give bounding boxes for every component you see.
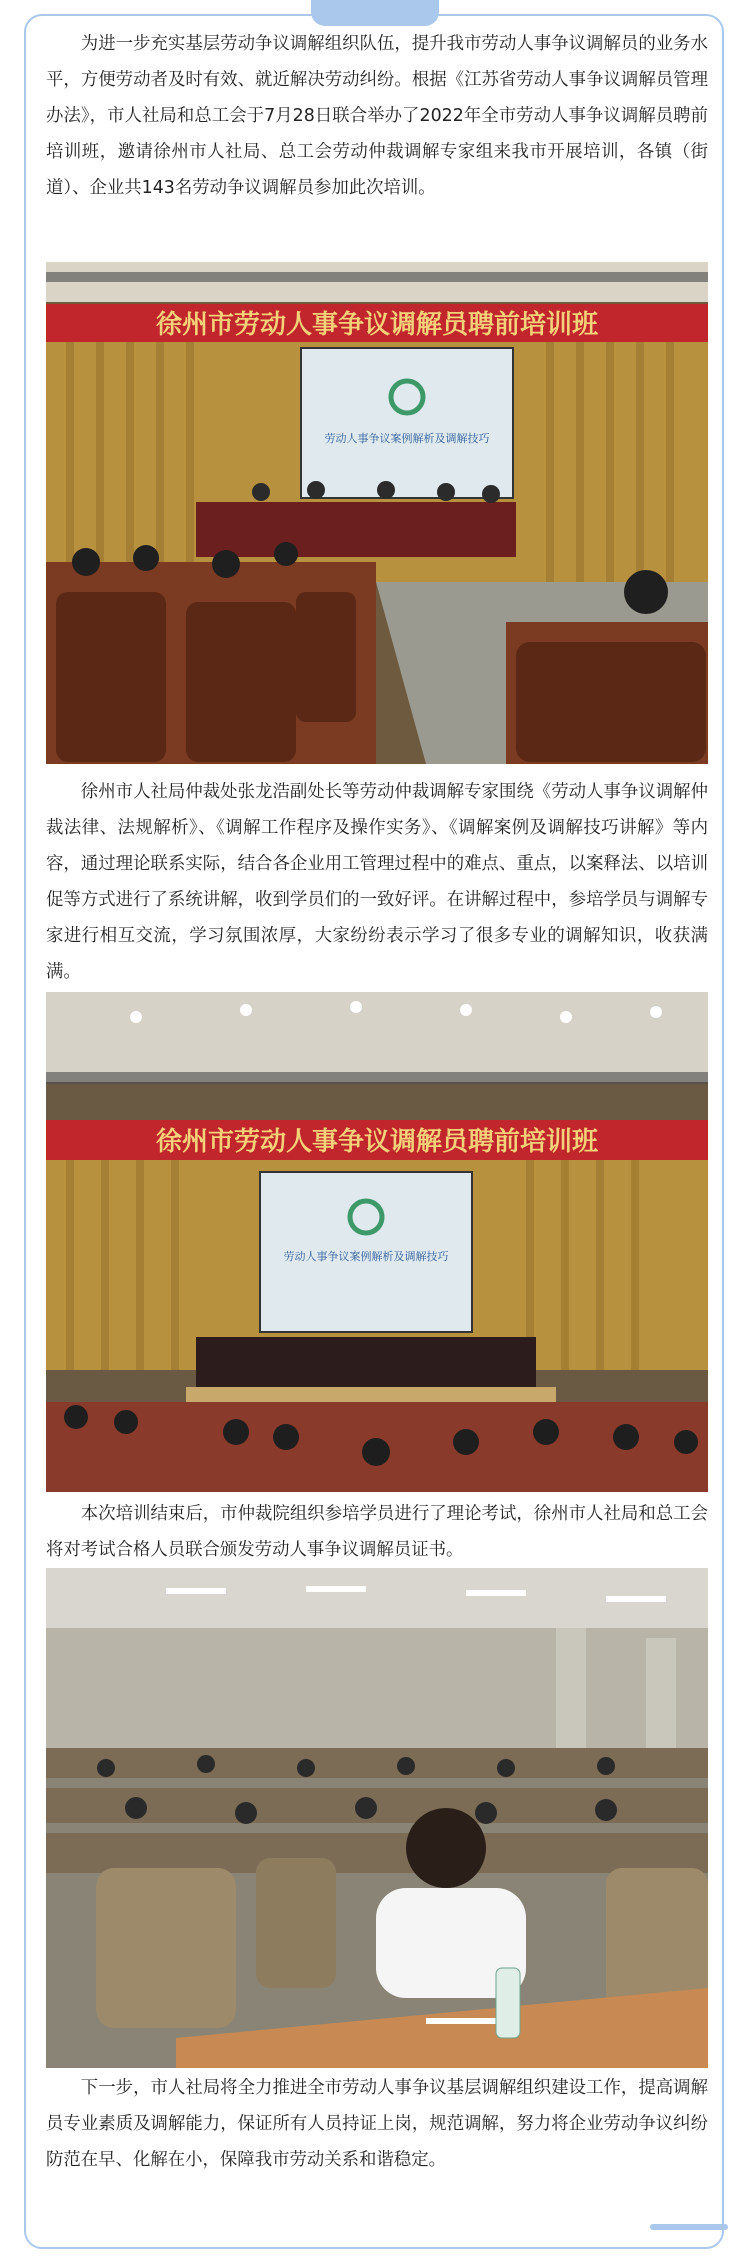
card-bottom-bar [650,2224,728,2230]
paragraph-intro: 为进一步充实基层劳动争议调解组织队伍，提升我市劳动人事争议调解员的业务水平，方便劳动者及时有效、就近解决劳动纠纷。根据《江苏省劳动人事争议调解员管理办法》，市人社局和总工会于7月28日联合举办了2022年全市劳动人事争议调解员聘前培训班，邀请徐州市人社局、总工会劳动仲裁调解专家组来我市开展培训，各镇（街道）、企业共143名劳动争议调解员参加此次培训。 [46,34,708,198]
banner-text: 徐州市劳动人事争议调解员聘前培训班 [155,310,599,340]
screen-title-2: 劳动人事争议案例解析及调解技巧 [283,1250,449,1263]
photo-exam [46,1568,708,2068]
projector-screen [301,348,513,498]
paragraph-next-steps: 下一步，市人社局将全力推进全市劳动人事争议基层调解组织建设工作，提高调解员专业素质及调解能力，保证所有人员持证上岗，规范调解，努力将企业劳动争议纠纷防范在早、化解在小，保障我市劳动关系和谐稳定。 [46,2078,708,2170]
banner-text-2: 徐州市劳动人事争议调解员聘前培训班 [155,1127,599,1157]
card-top-tab [311,0,439,26]
paragraph-exam: 本次培训结束后，市仲裁院组织参培学员进行了理论考试，徐州市人社局和总工会将对考试合格人员联合颁发劳动人事争议调解员证书。 [46,1504,708,1560]
photo-lecture-session [46,992,708,1492]
screen-title: 劳动人事争议案例解析及调解技巧 [324,432,490,445]
paragraph-lecture: 徐州市人社局仲裁处张龙浩副处长等劳动仲裁调解专家围绕《劳动人事争议调解仲裁法律、法规解析》、《调解工作程序及操作实务》、《调解案例及调解技巧讲解》等内容，通过理论联系实际，结合各企业用工管理过程中的难点、重点，以案释法、以培训促等方式进行了系统讲解，收到学员们的一致好评。在讲解过程中，参培学员与调解专家进行相互交流，学习氛围浓厚，大家纷纷表示学习了很多专业的调解知识，收获满满。 [46,782,708,982]
photo-training-hall [46,262,708,764]
